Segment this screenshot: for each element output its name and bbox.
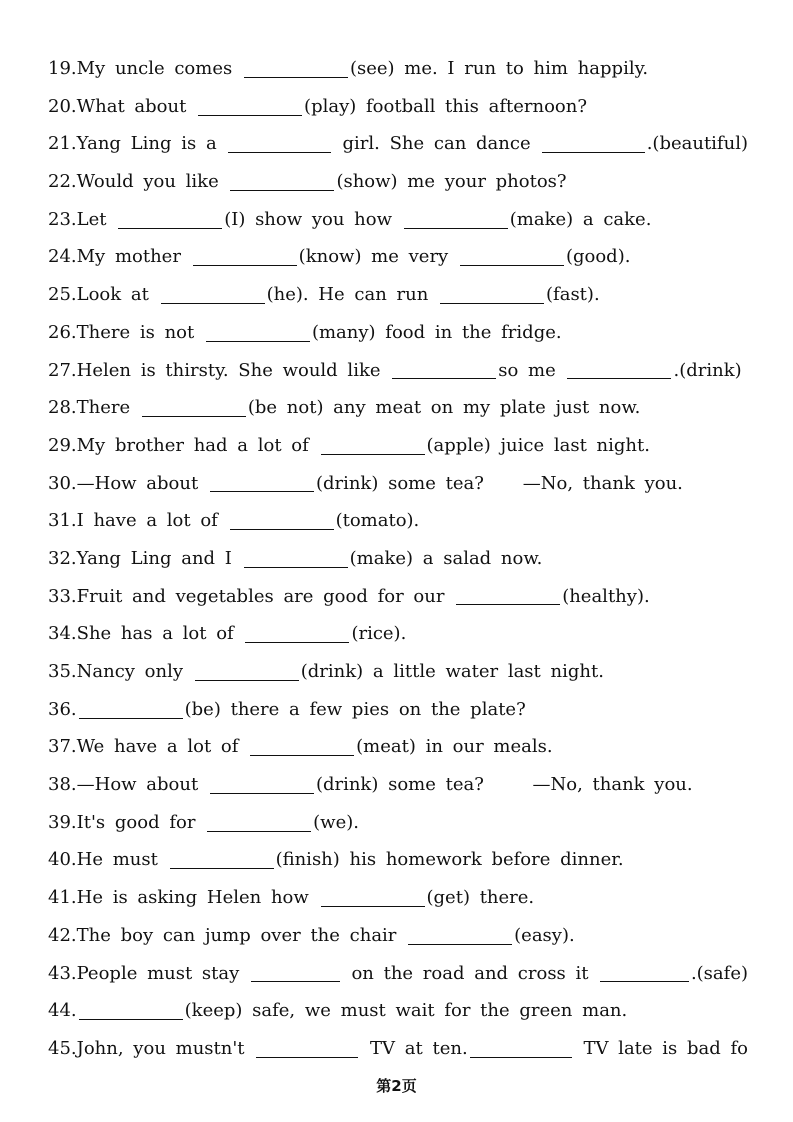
answer-blank[interactable]	[193, 264, 297, 266]
answer-blank[interactable]	[470, 1056, 572, 1058]
question-text: 23.Let	[48, 208, 117, 230]
question-text: (finish) his homework before dinner.	[275, 849, 624, 871]
question-text: (make) a cake.	[509, 208, 652, 230]
answer-blank[interactable]	[321, 453, 425, 455]
question-item	[48, 766, 748, 804]
question-text: (we).	[313, 811, 359, 833]
question-text: (I) show you how	[224, 208, 402, 230]
question-item	[48, 992, 748, 1030]
answer-blank[interactable]	[210, 490, 314, 492]
question-item	[48, 691, 748, 729]
question-text: 30.—How about	[48, 472, 208, 494]
answer-blank[interactable]	[230, 189, 334, 191]
question-item	[48, 1030, 748, 1068]
question-text: 40.He must	[48, 849, 168, 871]
question-text: (good).	[565, 246, 631, 268]
answer-blank[interactable]	[408, 943, 512, 945]
question-text: 35.Nancy only	[48, 661, 193, 682]
answer-blank[interactable]	[210, 792, 314, 794]
page-number: 第2页	[376, 1077, 417, 1095]
question-text: (keep) safe, we must wait for the green man.	[184, 1000, 628, 1022]
question-list	[48, 50, 748, 1068]
question-text: TV late is bad fo	[573, 1037, 748, 1059]
answer-blank[interactable]	[440, 302, 544, 304]
answer-blank[interactable]	[170, 867, 274, 869]
question-text: (drink) some tea? —No, thank you.	[315, 774, 693, 796]
question-text: 31.I have a lot of	[48, 510, 228, 532]
question-text: 33.Fruit and vegetables are good for our	[48, 585, 455, 607]
question-text: so me	[498, 359, 566, 381]
question-text: 42.The boy can jump over the chair	[48, 924, 407, 946]
question-text: 43.People must stay	[48, 962, 250, 984]
question-text: (easy).	[514, 924, 575, 946]
answer-blank[interactable]	[244, 566, 348, 568]
answer-blank[interactable]	[456, 603, 560, 605]
question-text: 32.Yang Ling and I	[48, 547, 242, 569]
question-item	[48, 578, 748, 616]
question-text: 41.He is asking Helen how	[48, 887, 319, 909]
answer-blank[interactable]	[198, 114, 302, 116]
question-text: (show) me your photos?	[336, 171, 567, 193]
question-text: (he). He can run	[266, 284, 439, 306]
question-text: 21.Yang Ling is a	[48, 133, 227, 155]
question-item	[48, 465, 748, 503]
question-item	[48, 879, 748, 917]
question-text: (make) a salad now.	[349, 547, 543, 569]
question-item	[48, 389, 748, 427]
answer-blank[interactable]	[195, 679, 299, 681]
answer-blank[interactable]	[79, 1018, 183, 1020]
question-item	[48, 804, 748, 842]
question-text: 24.My mother	[48, 246, 191, 268]
question-item	[48, 314, 748, 352]
question-text: .(drink)	[673, 359, 742, 381]
question-text: (see) me. I run to him happily.	[349, 58, 649, 79]
question-text: (drink) some tea? —No, thank you.	[315, 472, 683, 494]
answer-blank[interactable]	[244, 76, 348, 78]
question-item	[48, 238, 748, 276]
question-item	[48, 427, 748, 465]
question-item	[48, 125, 748, 163]
answer-blank[interactable]	[251, 980, 340, 982]
answer-blank[interactable]	[256, 1056, 358, 1058]
question-text: (meat) in our meals.	[356, 736, 553, 758]
question-text: .(safe)	[690, 962, 748, 984]
answer-blank[interactable]	[460, 264, 564, 266]
question-text: on the road and cross it	[341, 962, 599, 984]
answer-blank[interactable]	[207, 830, 311, 832]
question-item	[48, 841, 748, 879]
question-text: 20.What about	[48, 95, 197, 117]
answer-blank[interactable]	[567, 377, 671, 379]
question-text: 25.Look at	[48, 284, 159, 306]
question-item	[48, 502, 748, 540]
answer-blank[interactable]	[79, 717, 183, 719]
answer-blank[interactable]	[161, 302, 265, 304]
answer-blank[interactable]	[142, 415, 246, 417]
question-item	[48, 615, 748, 653]
answer-blank[interactable]	[542, 151, 644, 153]
question-text: 27.Helen is thirsty. She would like	[48, 359, 391, 381]
question-text: (be not) any meat on my plate just now.	[247, 397, 641, 419]
question-item	[48, 352, 748, 390]
answer-blank[interactable]	[230, 528, 334, 530]
question-text: (know) me very	[298, 246, 458, 268]
question-text: 45.John, you mustn't	[48, 1037, 255, 1059]
answer-blank[interactable]	[392, 377, 496, 379]
question-item	[48, 276, 748, 314]
question-text: 44.	[48, 1000, 77, 1022]
answer-blank[interactable]	[245, 641, 349, 643]
question-item	[48, 163, 748, 201]
question-text: 26.There is not	[48, 321, 204, 343]
question-item	[48, 728, 748, 766]
question-item	[48, 50, 748, 88]
question-text: 34.She has a lot of	[48, 623, 244, 645]
question-text: .(beautiful)	[646, 133, 748, 155]
answer-blank[interactable]	[600, 980, 689, 982]
question-text: 19.My uncle comes	[48, 58, 242, 79]
question-item	[48, 955, 748, 993]
question-text: (healthy).	[562, 585, 650, 607]
answer-blank[interactable]	[206, 340, 310, 342]
answer-blank[interactable]	[118, 227, 222, 229]
question-text: (many) food in the fridge.	[311, 321, 562, 343]
question-text: (get) there.	[426, 887, 535, 909]
question-text: (tomato).	[335, 510, 420, 532]
question-text: (rice).	[351, 623, 407, 645]
question-text: girl. She can dance	[332, 133, 541, 155]
question-text: 22.Would you like	[48, 171, 229, 193]
question-item	[48, 201, 748, 239]
question-item	[48, 653, 748, 691]
question-text: (fast).	[546, 284, 600, 306]
question-text: 37.We have a lot of	[48, 736, 249, 758]
question-text: (apple) juice last night.	[426, 434, 650, 456]
question-text: 29.My brother had a lot of	[48, 434, 319, 456]
question-text: TV at ten.	[360, 1037, 468, 1059]
question-text: (be) there a few pies on the plate?	[184, 698, 526, 720]
answer-blank[interactable]	[228, 151, 330, 153]
answer-blank[interactable]	[404, 227, 508, 229]
question-text: 38.—How about	[48, 774, 208, 796]
question-text: 39.It's good for	[48, 811, 206, 833]
question-text: (play) football this afternoon?	[304, 95, 587, 117]
question-item	[48, 917, 748, 955]
answer-blank[interactable]	[250, 754, 354, 756]
question-item	[48, 540, 748, 578]
question-text: 36.	[48, 698, 77, 720]
question-text: 28.There	[48, 397, 140, 419]
question-text: (drink) a little water last night.	[300, 661, 604, 682]
answer-blank[interactable]	[321, 905, 425, 907]
question-item	[48, 88, 748, 126]
